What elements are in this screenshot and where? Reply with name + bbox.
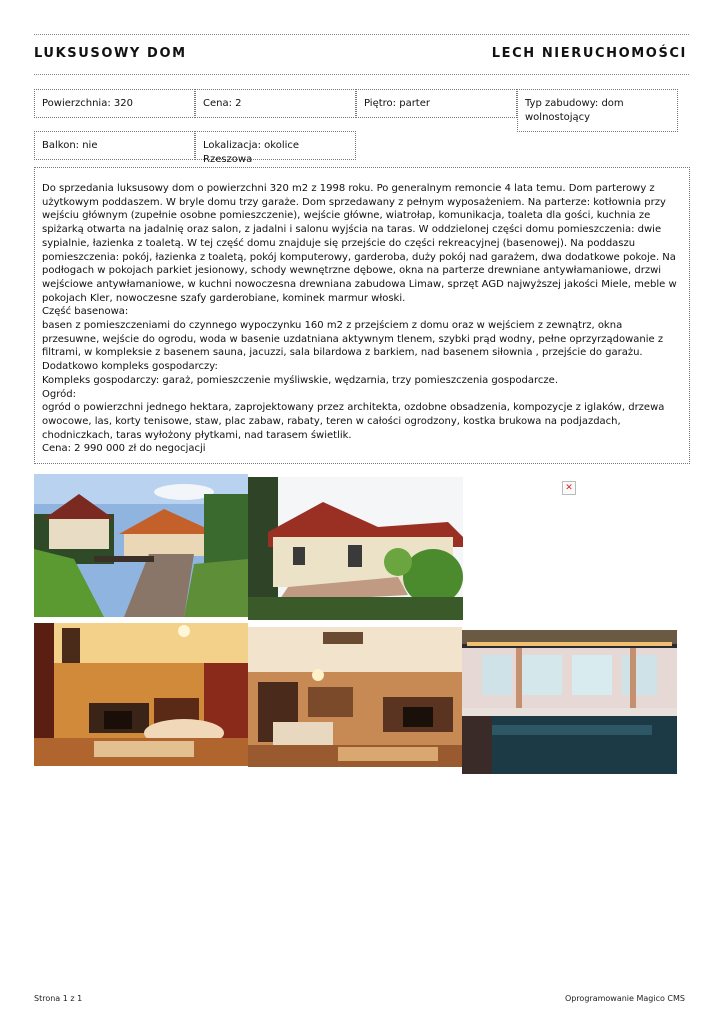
- price-cell: [195, 89, 356, 118]
- floor-text: Piętro: parter: [364, 98, 430, 109]
- area-text: Powierzchnia: 320: [42, 98, 133, 109]
- description-intro: Do sprzedania luksusowy dom o powierzchni 320 m2 z 1998 roku. Po generalnym remoncie 4 lata temu. Dom parterowy z użytkowym poddaszem. W bryle domu trzy garaże. Dom sprzedawany z pełnym wyposażeniem. Na parterze: kotłownia przy wejściu głównym (zupełnie osobne pomieszczenie), wejście główne, wiatrołap, komunikacja, toaleta dla gości, kuchnia ze spiżarką otwarta na jadalnię oraz salon, z jadalni i salonu wyjścia na taras. W oddzielonej części domu pomieszczenia: dwie sypialnie, łazienka z toaletą. W tej część domu znajduje się przejście do części rekreacyjnej (basenowej). Na poddaszu pomieszczenia: pokój, łazienka z toaletą, pokój komputerowy, garderoba, duży pokój nad garażem, dwa dodatkowe pokoje. Na podłogach w pokojach parkiet jesionowy, schody wewnętrzne dębowe, okna na parterze drewniane antywłamaniowe, drzwi wejściowe antywłamaniowe, w kuchni nowoczesna drewniana zabudowa Limaw, sprzęt AGD najwyższej jakości Miele, meble w pokojach Kler, nowoczesne szafy garderobiane, kominek marmur włoski.: [42, 183, 677, 304]
- location-cell: [195, 131, 356, 165]
- photo-house-driveway[interactable]: [34, 474, 248, 617]
- header-rule: [34, 74, 689, 75]
- building-type-cell: [517, 89, 678, 132]
- photo-pool[interactable]: [462, 630, 677, 774]
- extra-heading: Dodatkowo kompleks gospodarczy:: [42, 361, 218, 373]
- area-cell: [34, 89, 195, 118]
- photo-living-room[interactable]: [34, 623, 248, 766]
- extra-text: Kompleks gospodarczy: garaż, pomieszczenie myśliwskie, wędzarnia, trzy pomieszczenia gospodarcze.: [42, 374, 559, 386]
- photo-house-patio[interactable]: [248, 477, 463, 620]
- price-text: Cena: 2: [203, 98, 242, 109]
- photo-dining-room[interactable]: [248, 627, 462, 767]
- garden-heading: Ogród:: [42, 388, 76, 400]
- garden-text: ogród o powierzchni jednego hektara, zaprojektowany przez architekta, ozdobne obsadzenia, kompozycje z iglaków, drzewa owocowe, las, korty tenisowe, staw, plac zabaw, rabaty, teren w całości ogrodzony, kostka brukowa na podjazdach, chodniczkach, taras wyłożony płytkami, nad tarasem świetlik.: [42, 402, 665, 441]
- broken-image-icon: ✕: [562, 481, 576, 495]
- page-title: LUKSUSOWY DOM: [34, 46, 187, 61]
- top-rule: [34, 34, 689, 35]
- pool-heading: Część basenowa:: [42, 306, 129, 318]
- pool-text: basen z pomieszczeniami do czynnego wypoczynku 160 m2 z przejściem z domu oraz w wejściem z zewnątrz, okna przesuwne, wejście do ogrodu, woda w basenie uzdatniana aktywnym tlenem, szybki prąd wodny, pełne oprzyrządowanie z filtrami, w kompleksie z basenem sauna, jacuzzi, sala bilardowa z barkiem, nad basenem siłownia , przejście do garażu.: [42, 320, 664, 359]
- location-text: Lokalizacja: okolice Rzeszowa: [203, 140, 300, 165]
- description-box: [34, 167, 690, 464]
- floor-cell: [356, 89, 517, 118]
- balcony-text: Balkon: nie: [42, 140, 98, 151]
- cms-credit: Oprogramowanie Magico CMS: [564, 994, 685, 1003]
- balcony-cell: [34, 131, 195, 160]
- price-line: Cena: 2 990 000 zł do negocjacji: [42, 443, 206, 455]
- building-type-text: Typ zabudowy: dom wolnostojący: [525, 98, 624, 123]
- page-number: Strona 1 z 1: [34, 994, 83, 1003]
- agency-name: LECH NIERUCHOMOŚCI: [491, 46, 687, 61]
